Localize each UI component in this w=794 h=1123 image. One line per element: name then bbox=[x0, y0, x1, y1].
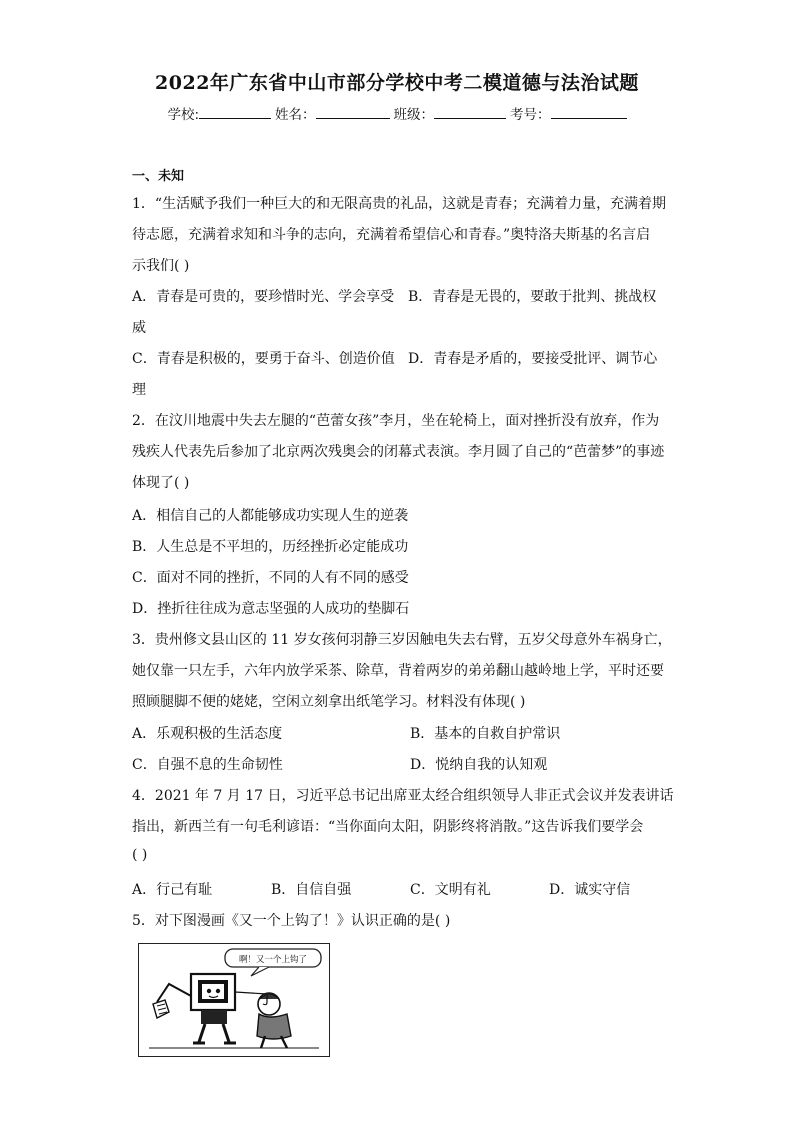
q1-option-d-cont: 理 bbox=[132, 382, 146, 398]
q1-option-d: D．青春是矛盾的，要接受批评、调节心 bbox=[408, 351, 658, 367]
class-blank[interactable] bbox=[434, 106, 506, 119]
q1-option-b: B．青春是无畏的，要敢于批判、挑战权 bbox=[408, 289, 657, 305]
class-label: 班级： bbox=[393, 107, 435, 123]
exam-no-blank[interactable] bbox=[551, 106, 627, 119]
page-title: 2022年广东省中山市部分学校中考二模道德与法治试题 bbox=[155, 72, 639, 94]
exam-no-label: 考号： bbox=[510, 107, 551, 123]
q3-stem-line-1: 3．贵州修文县山区的 11 岁女孩何羽静三岁因触电失去右臂，五岁父母意外车祸身亡， bbox=[132, 632, 672, 648]
q2-stem-line-1: 2．在汶川地震中失去左腿的“芭蕾女孩”李月，坐在轮椅上，面对挫折没有放弃，作为 bbox=[132, 413, 660, 429]
school-label: 学校: bbox=[167, 107, 200, 123]
q4-option-b: B．自信自强 bbox=[271, 882, 352, 898]
school-blank[interactable] bbox=[199, 106, 271, 119]
q2-stem-line-3: 体现了( ) bbox=[132, 475, 190, 491]
q2-option-a: A．相信自己的人都能够成功实现人生的逆袭 bbox=[132, 508, 409, 524]
cartoon-image bbox=[138, 943, 330, 1057]
q2-stem-line-2: 残疾人代表先后参加了北京两次残奥会的闭幕式表演。李月圆了自己的“芭蕾梦”的事迹 bbox=[132, 444, 665, 460]
q2-option-c: C．面对不同的挫折，不同的人有不同的感受 bbox=[132, 570, 409, 586]
q1-stem-line-3: 示我们( ) bbox=[132, 258, 190, 274]
q1-stem-line-1: 1．“生活赋予我们一种巨大的和无限高贵的礼品，这就是青春；充满着力量，充满着期 bbox=[132, 196, 667, 212]
q3-option-d: D．悦纳自我的认知观 bbox=[410, 757, 548, 773]
student-info-line bbox=[0, 103, 794, 123]
q1-option-b-cont: 威 bbox=[132, 320, 146, 336]
q4-stem-line-1: 4．2021 年 7 月 17 日，习近平总书记出席亚太经合组织领导人非正式会议并发表讲话 bbox=[132, 788, 674, 804]
cartoon-drawing bbox=[139, 944, 329, 1056]
q4-stem-line-3: ( ) bbox=[132, 847, 148, 863]
q4-option-a: A．行己有耻 bbox=[132, 882, 213, 898]
q3-option-b: B．基本的自救自护常识 bbox=[410, 726, 561, 742]
section-heading: 一、未知 bbox=[132, 169, 185, 184]
q2-option-d: D．挫折往往成为意志坚强的人成功的垫脚石 bbox=[132, 601, 410, 617]
q3-option-c: C．自强不息的生命韧性 bbox=[132, 757, 283, 773]
q1-option-c: C．青春是积极的，要勇于奋斗、创造价值 bbox=[132, 351, 395, 367]
q1-stem-line-2: 待志愿，充满着求知和斗争的志向，充满着希望信心和青春。”奥特洛夫斯基的名言启 bbox=[132, 227, 651, 243]
q3-option-a: A．乐观积极的生活态度 bbox=[132, 726, 283, 742]
q3-stem-line-2: 她仅靠一只左手，六年内放学采茶、除草，背着两岁的弟弟翻山越岭地上学，平时还要 bbox=[132, 663, 664, 679]
q4-option-d: D．诚实守信 bbox=[549, 882, 631, 898]
q5-stem: 5．对下图漫画《又一个上钩了！》认识正确的是( ) bbox=[132, 913, 451, 929]
name-blank[interactable] bbox=[316, 106, 390, 119]
q2-option-b: B．人生总是不平坦的，历经挫折必定能成功 bbox=[132, 539, 409, 555]
q4-option-c: C．文明有礼 bbox=[410, 882, 491, 898]
name-label: 姓名： bbox=[275, 107, 316, 123]
q4-stem-line-2: 指出，新西兰有一句毛利谚语：“当你面向太阳，阴影终将消散。”这告诉我们要学会 bbox=[132, 819, 644, 835]
q1-option-a: A．青春是可贵的，要珍惜时光、学会享受 bbox=[132, 289, 395, 305]
q3-stem-line-3: 照顾腿脚不便的姥姥，空闲立刻拿出纸笔学习。材料没有体现( ) bbox=[132, 694, 526, 710]
cartoon-caption: 啊！又一个上钩了 bbox=[238, 955, 308, 965]
